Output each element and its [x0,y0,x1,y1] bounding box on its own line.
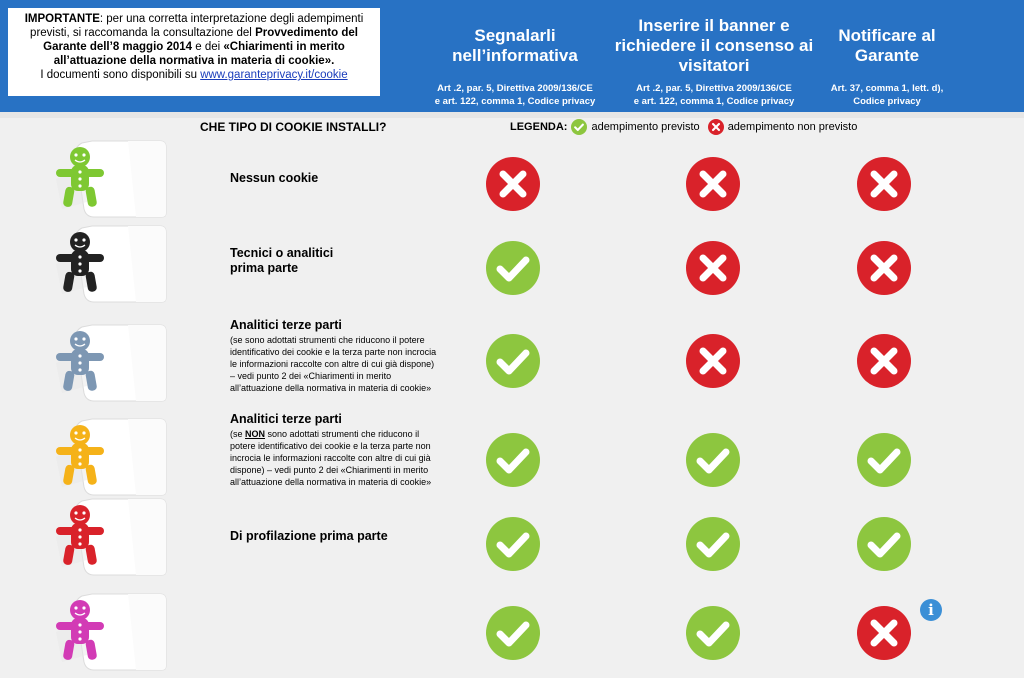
row-title: Nessun cookie [230,171,319,185]
note-text: (se [230,429,246,439]
row-title: Analitici terze parti [230,318,342,332]
gingerbread-red-icon [48,497,176,582]
cookie-row [0,230,1024,305]
notice-text-2: e dei [192,41,224,53]
check-icon [486,334,540,388]
note-emphasis: NON [245,429,266,439]
cross-icon [857,334,911,388]
legend-no-text: adempimento non previsto [727,121,858,133]
cookie-row [0,145,1024,215]
row-label [230,246,370,276]
column-header-notifica [812,16,962,106]
cross-icon [686,334,740,388]
note-text: (se sono adottati strumenti che riducono il potere identificativo dei cookie e la terza parte non incrocia le informazioni raccolte con altre di cui già dispone) – vedi punto 2 dei «Chiarimenti in merito all’attuazione della normativa in materia di cookie» [230,335,437,393]
check-icon [571,119,587,135]
cookie-row [0,318,1024,403]
check-icon [486,606,540,660]
check-icon [486,517,540,571]
legend-label: LEGENDA: [510,121,568,133]
cross-icon [857,241,911,295]
column-ref-line: Art .2, par. 5, Direttiva 2009/136/CE [636,83,792,94]
column-header-informativa [415,16,615,106]
column-ref [415,82,615,108]
row-label [230,529,440,544]
cookie-row [0,503,1024,585]
column-title: Notificare al Garante [838,26,936,65]
cross-icon [708,119,724,135]
column-ref-line: Codice privacy [853,96,921,107]
cross-icon [686,241,740,295]
check-icon [686,606,740,660]
cookie-row [0,598,1024,678]
garante-link[interactable]: www.garanteprivacy.it/cookie [200,69,348,81]
notice-important-label: IMPORTANTE [24,13,100,25]
question-heading: CHE TIPO DI COOKIE INSTALLI? [200,120,387,134]
column-ref-line: Art. 37, comma 1, lett. d), [830,83,944,94]
gingerbread-grey-blue-icon [48,323,176,408]
notice-bold-1: Provvedimento del Garante dell’8 maggio 2014 [43,27,358,53]
check-icon [686,517,740,571]
row-title: Analitici terze parti [230,412,342,426]
legend [510,119,857,135]
row-title: Tecnici o analitici prima parte [230,246,334,275]
column-title: Segnalarli nell’informativa [452,26,578,65]
notice-text-1: : per una corretta interpretazione degli adempimenti previsti, si raccomanda la consultazione del [30,13,364,39]
note-text: sono adottati strumenti che riducono il potere identificativo dei cookie e la terza parte non incrocia le informazioni raccolte con altre di cui già dispone) – vedi punto 2 dei «Chiarimenti in merito all’attuazione della normativa in materia di cookie» [230,429,432,487]
row-note [230,428,440,488]
column-ref-line: e art. 122, comma 1, Codice privacy [633,96,795,107]
check-icon [857,517,911,571]
gingerbread-magenta-icon [48,592,176,677]
cross-icon [686,157,740,211]
column-ref-line: e art. 122, comma 1, Codice privacy [434,96,596,107]
gingerbread-green-icon [48,139,176,224]
row-label [230,318,440,394]
cross-icon [857,606,911,660]
legend-yes-text: adempimento previsto [591,121,700,133]
notice-bold-2: «Chiarimenti in merito all’attuazione della normativa in materia di cookie». [53,41,345,67]
column-ref [812,82,962,108]
check-icon [486,433,540,487]
column-title: Inserire il banner e richiedere il consenso ai visitatori [614,16,814,75]
gingerbread-black-icon [48,224,176,309]
column-ref-line: Art .2, par. 5, Direttiva 2009/136/CE [437,83,593,94]
info-icon[interactable]: i [920,599,942,621]
header-shadow [0,112,1024,118]
check-icon [857,433,911,487]
row-title: Di profilazione prima parte [230,529,388,543]
column-ref [614,82,814,108]
cookie-row [0,412,1024,507]
check-icon [486,241,540,295]
important-notice [8,8,380,96]
row-label [230,171,440,186]
check-icon [686,433,740,487]
row-note [230,334,440,394]
cross-icon [857,157,911,211]
notice-text-3: I documenti sono disponibili su [40,69,201,81]
column-header-banner [614,16,814,106]
row-label [230,412,440,488]
gingerbread-orange-icon [48,417,176,502]
cross-icon [486,157,540,211]
